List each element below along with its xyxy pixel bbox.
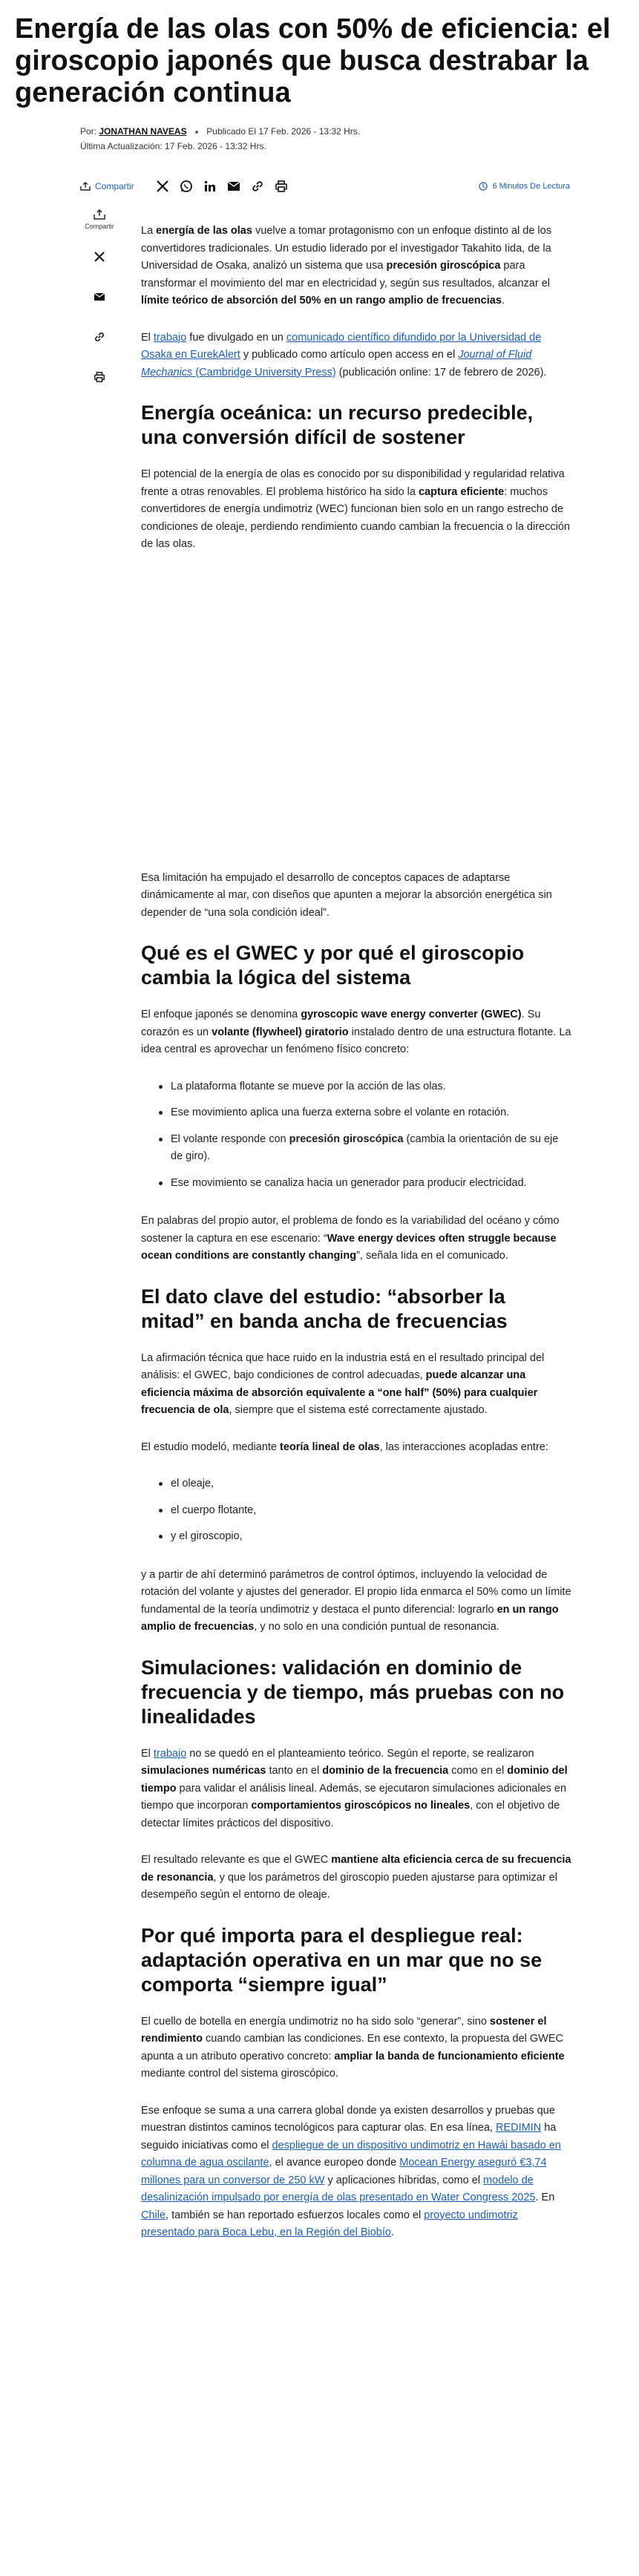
article-meta xyxy=(0,109,639,154)
section-heading: Qué es el GWEC y por qué el giroscopio cambia la lógica del sistema xyxy=(141,942,525,989)
list-item: el oleaje, xyxy=(171,1475,571,1493)
boca-lebu-link[interactable]: proyecto undimotriz presentado para Boca Lebu, en la Región del Biobío xyxy=(141,2209,518,2238)
chile-link[interactable]: Chile xyxy=(141,2209,166,2221)
section-heading: Por qué importa para el despliegue real: adaptación operativa en un mar que no se comporta “siempre igual” xyxy=(141,1924,543,1996)
paragraph: Esa limitación ha empujado el desarrollo de conceptos capaces de adaptarse dinámicamente al mar, con diseños que apunten a mejorar la absorción energética sin depender de “una sola condición ideal”. xyxy=(141,871,552,919)
clock-icon xyxy=(479,182,488,191)
article-title: Energía de las olas con 50% de eficiencia: el giroscopio japonés que busca destrabar la generación continua xyxy=(15,13,611,108)
paragraph: El trabajo fue divulgado en un comunicado científico difundido por la Universidad de Osaka en EurekAlert y publicado como artículo open access en el Journal of Fluid Mechanics (Cambridge University Press) (publicación online: 17 de febrero de 2026). xyxy=(141,331,547,378)
x-icon[interactable] xyxy=(151,174,174,198)
article-body xyxy=(141,223,571,2261)
sidebar-print-icon[interactable] xyxy=(86,364,113,390)
list-item: el cuerpo flotante, xyxy=(171,1502,571,1520)
list-item: Ese movimiento se canaliza hacia un generador para producir electricidad. xyxy=(171,1175,571,1193)
print-icon[interactable] xyxy=(269,174,293,198)
read-time xyxy=(479,182,570,191)
paragraph: El trabajo no se quedó en el planteamiento teórico. Según el reporte, se realizaron simulaciones numéricas tanto en el dominio de la frecuencia como en el dominio del tiempo para validar el análisis lineal. Además, se ejecutaron simulaciones adicionales en tiempo que incorporan comportamientos giroscópicos no lineales, con el objetivo de detectar límites prácticos del dispositivo. xyxy=(141,1747,568,1829)
trabajo-link[interactable]: trabajo xyxy=(153,331,187,344)
paragraph: El cuello de botella en energía undimotriz no ha sido solo “generar”, sino sostener el rendimiento cuando cambian las condiciones. En ese contexto, la propuesta del GWEC apunta a un atributo operativo concreto: ampliar la banda de funcionamiento eficiente mediante control del sistema giroscópico. xyxy=(141,2015,565,2080)
linkedin-icon[interactable] xyxy=(198,174,222,198)
hawaii-link[interactable]: despliegue de un dispositivo undimotriz en Hawái basado en columna de agua oscilante xyxy=(141,2139,561,2169)
author-link[interactable]: JONATHAN NAVEAS xyxy=(99,126,187,137)
paragraph: En palabras del propio autor, el problema de fondo es la variabilidad del océano y cómo sostener la captura en ese escenario: “Wave energy devices often struggle because ocean conditions are constantly changing”, señala Iida en el comunicado. xyxy=(141,1215,560,1262)
eurekalert-link[interactable]: comunicado científico difundido por la Universidad de Osaka en EurekAlert xyxy=(141,331,542,361)
bullet-list xyxy=(171,1078,571,1193)
paragraph: El resultado relevante es que el GWEC mantiene alta eficiencia cerca de su frecuencia de resonancia, y que los parámetros del giroscopio pueden ajustarse para optimizar el desempeño según el entorno de oleaje. xyxy=(141,1854,571,1901)
sidebar-share-button[interactable] xyxy=(85,209,114,230)
bullet-list xyxy=(171,1475,571,1546)
journal-link[interactable]: Journal of Fluid Mechanics (Cambridge University Press) xyxy=(141,349,532,378)
trabajo-link[interactable]: trabajo xyxy=(153,1747,187,1760)
section-heading: El dato clave del estudio: “absorber la mitad” en banda ancha de frecuencias xyxy=(141,1285,508,1332)
paragraph: El estudio modeló, mediante teoría lineal de olas, las interacciones acopladas entre: xyxy=(141,1441,548,1453)
water-congress-link[interactable]: modelo de desalinización impulsado por energía de olas presentado en Water Congress 2025 xyxy=(141,2174,536,2203)
share-button[interactable] xyxy=(80,181,134,191)
share-icon xyxy=(80,182,91,191)
share-icon xyxy=(94,209,105,220)
list-item: y el giroscopio, xyxy=(171,1528,571,1546)
list-item: El volante responde con precesión giroscópica (cambia la orientación de su eje de giro). xyxy=(171,1131,571,1166)
updated-date: Última Actualización: 17 Feb. 2026 - 13:32 Hrs. xyxy=(80,141,266,151)
sidebar-link-icon[interactable] xyxy=(86,324,113,350)
list-item: Ese movimiento aplica una fuerza externa sobre el volante en rotación. xyxy=(171,1104,571,1122)
email-icon[interactable] xyxy=(222,174,246,198)
sidebar-x-icon[interactable] xyxy=(86,243,113,270)
share-icons xyxy=(151,174,293,198)
share-bar xyxy=(80,171,570,201)
paragraph: La afirmación técnica que hace ruido en la industria está en el resultado principal del análisis: el GWEC, bajo condiciones de control adecuadas, puede alcanzar una eficiencia máxima de absorción equivalente a “one half” (50%) para cualquier frecuencia de ola, siempre que el sistema esté correctamente ajustado. xyxy=(141,1351,545,1416)
read-time-label: 6 Minutos De Lectura xyxy=(492,182,570,191)
published-date: Publicado El 17 Feb. 2026 - 13:32 Hrs. xyxy=(206,126,361,137)
link-icon[interactable] xyxy=(246,174,269,198)
paragraph: La energía de las olas vuelve a tomar protagonismo con un enfoque distinto al de los convertidores tradicionales. Un estudio liderado por el investigador Takahito Iida, de la Universidad de Osaka, analizó un sistema que usa precesión giroscópica para transformar el movimiento del mar en electricidad y, según sus resultados, alcanzar el límite teórico de absorción del 50% en un rango amplio de frecuencias. xyxy=(141,225,551,307)
ad-placeholder xyxy=(141,573,571,870)
sidebar-share-label: Compartir xyxy=(85,223,114,230)
list-item: La plataforma flotante se mueve por la acción de las olas. xyxy=(171,1078,571,1096)
sidebar-email-icon[interactable] xyxy=(86,284,113,310)
paragraph: y a partir de ahí determinó parámetros de control óptimos, incluyendo la velocidad de rotación del volante y ajustes del generador. El propio Iida enmarca el 50% como un límite fundamental de la teoría undimotriz y destaca el punto diferencial: lograrlo en un rango amplio de frecuencias, y no solo en una condición puntual de resonancia. xyxy=(141,1568,571,1633)
paragraph: Ese enfoque se suma a una carrera global donde ya existen desarrollos y pruebas que muestran distintos caminos tecnológicos para capturar olas. En esa línea, REDIMIN ha seguido iniciativas como el despliegue de un dispositivo undimotriz en Hawái basado en columna de agua oscilante, el avance europeo donde Mocean Energy aseguró €3,74 millones para un conversor de 250 kW y aplicaciones híbridas, como el modelo de desalinización impulsado por energía de olas presentado en Water Congress 2025. En Chile, también se han reportado esfuerzos locales como el proyecto undimotriz presentado para Boca Lebu, en la Región del Biobío. xyxy=(141,2104,561,2238)
meta-separator xyxy=(195,131,198,134)
paragraph: El enfoque japonés se denomina gyroscopic wave energy converter (GWEC). Su corazón es un volante (flywheel) giratorio instalado dentro de una estructura flotante. La idea central es aprovechar un fenómeno físico concreto: xyxy=(141,1009,571,1055)
section-heading: Energía oceánica: un recurso predecible, una conversión difícil de sostener xyxy=(141,402,534,448)
redimin-link[interactable]: REDIMIN xyxy=(495,2122,542,2134)
by-prefix: Por: xyxy=(80,126,97,137)
paragraph: El potencial de la energía de olas es conocido por su disponibilidad y regularidad relativa frente a otras renovables. El problema histórico ha sido la captura eficiente: muchos convertidores de energía undimotriz (WEC) funcionan bien solo en un rango estrecho de condiciones de oleaje, perdiendo rendimiento cuando cambian la frecuencia o la dirección de las olas. xyxy=(141,468,570,550)
share-label: Compartir xyxy=(95,181,134,191)
whatsapp-icon[interactable] xyxy=(174,174,198,198)
mocean-link[interactable]: Mocean Energy aseguró €3,74 millones para un conversor de 250 kW xyxy=(141,2157,547,2186)
section-heading: Simulaciones: validación en dominio de frecuencia y de tiempo, más pruebas con no linealidades xyxy=(141,1656,565,1728)
sticky-share-sidebar xyxy=(80,209,119,390)
